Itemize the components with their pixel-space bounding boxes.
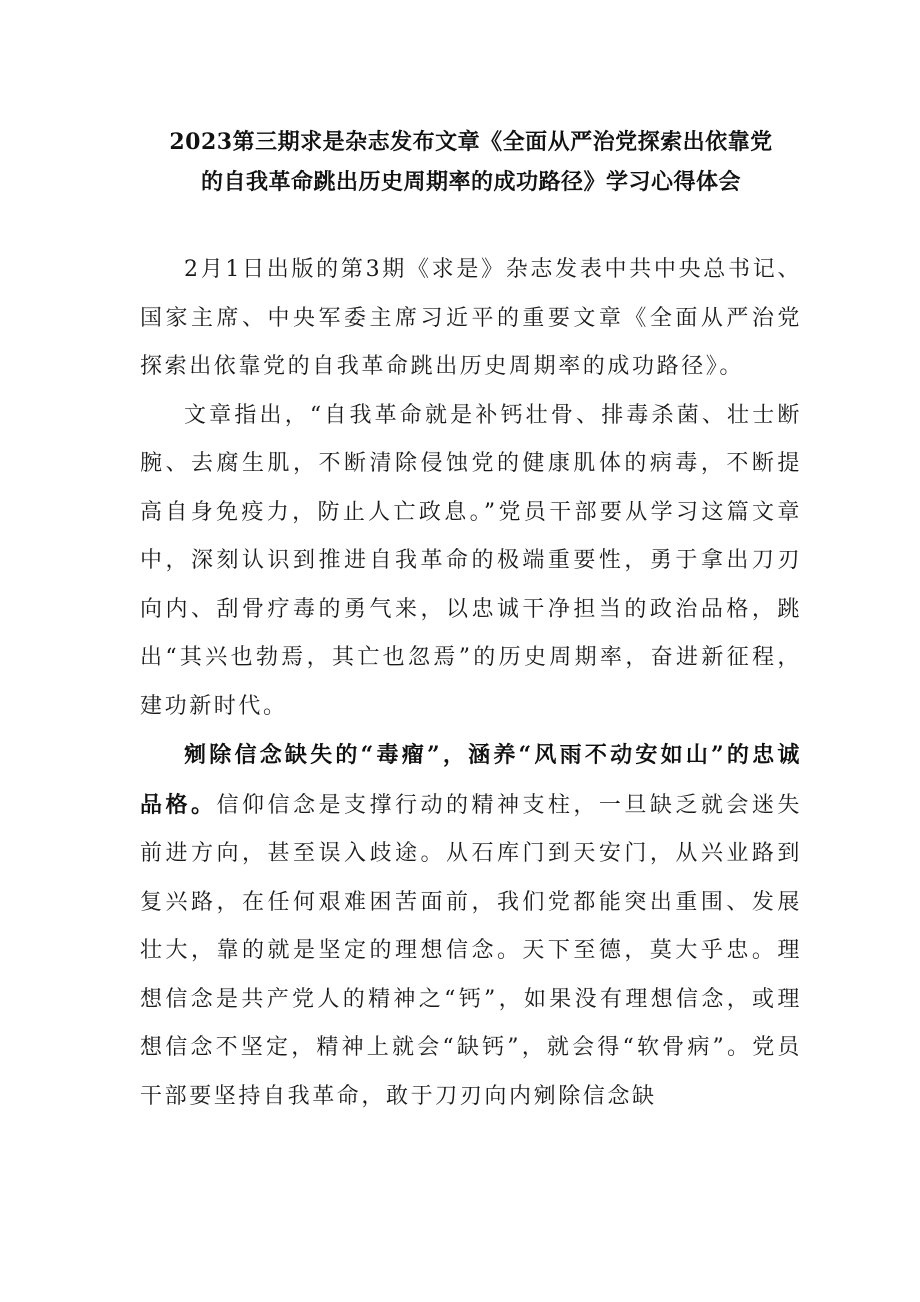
- paragraph-1-text: 2月1日出版的第3期《求是》杂志发表中共中央总书记、国家主席、中央军委主席习近平的重要文章《全面从严治党探索出依靠党的自我革命跳出历史周期率的成功路径》。: [140, 257, 802, 379]
- title-line-2: 的自我革命跳出历史周期率的成功路径》学习心得体会: [200, 169, 741, 195]
- paragraph-3-text: 信仰信念是支撑行动的精神支柱，一旦缺乏就会迷失前进方向，甚至误入歧途。从石库门到天安门，从兴业路到复兴路，在任何艰难困苦面前，我们党都能突出重围、发展壮大，靠的就是坚定的理想信念。天下至德，莫大乎忠。理想信念是共产党人的精神之“钙”，如果没有理想信念，或理想信念不坚定，精神上就会“缺钙”，就会得“软骨病”。党员干部要坚持自我革命，敢于刀刃向内剜除信念缺: [140, 792, 802, 1109]
- paragraph-2-text: 文章指出，“自我革命就是补钙壮骨、排毒杀菌、壮士断腕、去腐生肌，不断清除侵蚀党的健康肌体的病毒，不断提高自身免疫力，防止人亡政息。”党员干部要从学习这篇文章中，深刻认识到推进自我革命的极端重要性，勇于拿出刀刃向内、刮骨疗毒的勇气来，以忠诚干净担当的政治品格，跳出“其兴也勃焉，其亡也忽焉”的历史周期率，奋进新征程，建功新时代。: [140, 402, 802, 719]
- paragraph-1: [140, 246, 802, 392]
- paragraph-2: [140, 392, 802, 732]
- title-line-1: 2023第三期求是杂志发布文章《全面从严治党探索出依靠党: [169, 129, 773, 155]
- document-body: [140, 246, 802, 1121]
- document-title: [140, 122, 802, 202]
- paragraph-3: [140, 731, 802, 1121]
- paragraph-3-heading: 剜除信念缺失的“毒瘤”，涵养“风雨不动安如山”的忠诚品格。: [140, 742, 802, 818]
